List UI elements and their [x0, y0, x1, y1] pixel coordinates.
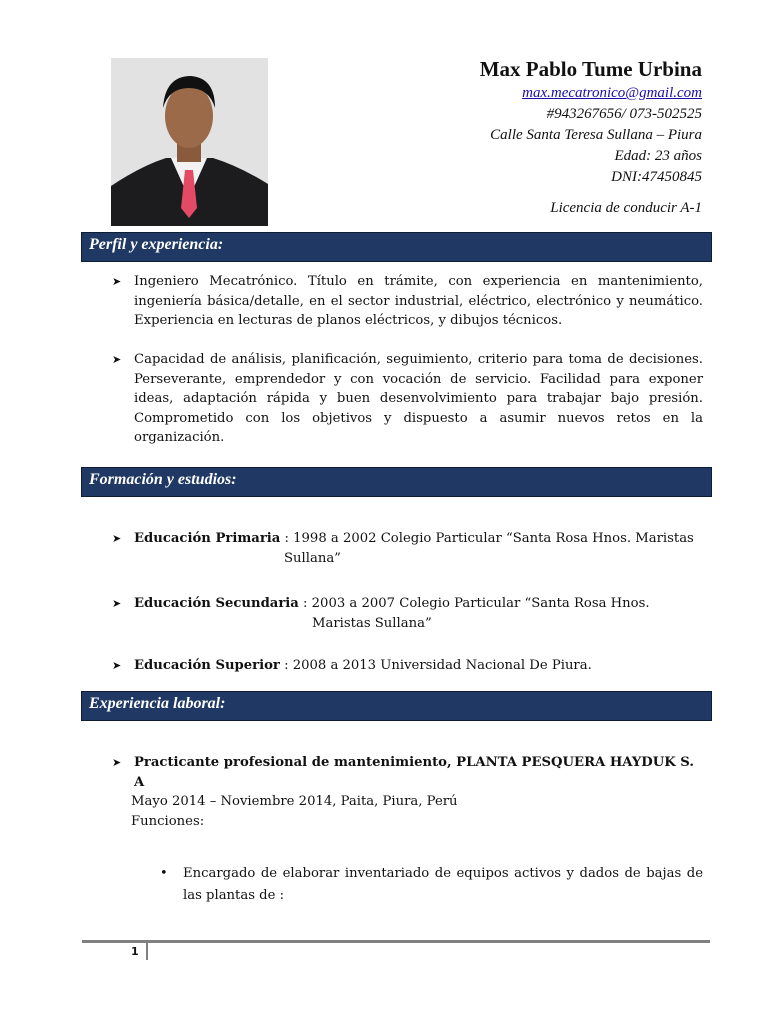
section-bar-profile — [81, 232, 712, 262]
profile-text-2: Capacidad de análisis, planificación, seguimiento, criterio para toma de decisiones. Perseverante, emprendedor y con vocación de servicio. Facilidad para exponer ideas, adaptación rápida y buen desenvolvimiento para trabajar bajo presión. Comprometido con los objetivos y dispuesto a asumir nuevos retos en la organización. — [134, 352, 703, 445]
profile-text-1: Ingeniero Mecatrónico. Título en trámite, con experiencia en mantenimiento, ingeniería básica/detalle, en el sector industrial, eléctrico, electrónico y neumático. Experiencia en lecturas de planos eléctricos, y dibujos técnicos. — [134, 274, 703, 328]
phone-numbers: #943267656/ 073-502525 — [546, 106, 702, 122]
profile-item-2 — [112, 350, 703, 448]
profile-photo — [111, 58, 268, 226]
work-task-1-text: Encargado de elaborar inventariado de equipos activos y dados de bajas de las plantas de : — [183, 866, 703, 903]
work-task-1 — [183, 863, 703, 907]
education-primary-text: : 1998 a 2002 Colegio Particular “Santa Rosa Hnos. Maristas — [280, 531, 694, 546]
full-name: Max Pablo Tume Urbina — [479, 57, 702, 81]
bullet-dot-icon: • — [160, 866, 168, 881]
address: Calle Santa Teresa Sullana – Piura — [490, 127, 702, 143]
education-primary-label: Educación Primaria — [134, 531, 281, 546]
section-bar-education — [81, 467, 712, 497]
arrow-bullet-icon: ➤ — [112, 532, 122, 545]
education-primary — [112, 529, 703, 568]
footer-separator — [146, 943, 148, 960]
profile-item-1 — [112, 272, 703, 331]
section-bar-work — [81, 691, 712, 721]
arrow-bullet-icon: ➤ — [112, 659, 122, 672]
section-title-education: Formación y estudios: — [89, 471, 237, 488]
page-number: 1 — [131, 945, 139, 958]
footer-rule — [82, 940, 710, 943]
education-secondary-label: Educación Secundaria — [134, 596, 299, 611]
drivers-license: Licencia de conducir A-1 — [550, 200, 702, 216]
work-dates: Mayo 2014 – Noviembre 2014, Paita, Piura, Perú — [131, 794, 458, 809]
work-functions-label: Funciones: — [131, 813, 205, 829]
education-secondary-cont: Maristas Sullana” — [312, 615, 432, 631]
education-superior-text: : 2008 a 2013 Universidad Nacional De Piura. — [279, 658, 592, 673]
work-title: Practicante profesional de mantenimiento, PLANTA PESQUERA HAYDUK S. A — [134, 755, 694, 790]
arrow-bullet-icon: ➤ — [112, 353, 122, 366]
education-superior-label: Educación Superior — [134, 658, 280, 673]
education-secondary — [112, 594, 703, 633]
education-primary-cont: Sullana” — [284, 550, 341, 566]
work-entry — [112, 753, 703, 831]
email-link[interactable]: max.mecatronico@gmail.com — [522, 85, 702, 101]
arrow-bullet-icon: ➤ — [112, 756, 122, 769]
education-secondary-text: : 2003 a 2007 Colegio Particular “Santa Rosa Hnos. — [298, 596, 650, 611]
dni: DNI:47450845 — [611, 169, 702, 185]
contact-header — [480, 56, 702, 219]
education-superior — [112, 656, 703, 676]
age: Edad: 23 años — [614, 148, 702, 164]
section-title-profile: Perfil y experiencia: — [89, 236, 224, 253]
section-title-work: Experiencia laboral: — [89, 695, 226, 712]
arrow-bullet-icon: ➤ — [112, 275, 122, 288]
arrow-bullet-icon: ➤ — [112, 597, 122, 610]
